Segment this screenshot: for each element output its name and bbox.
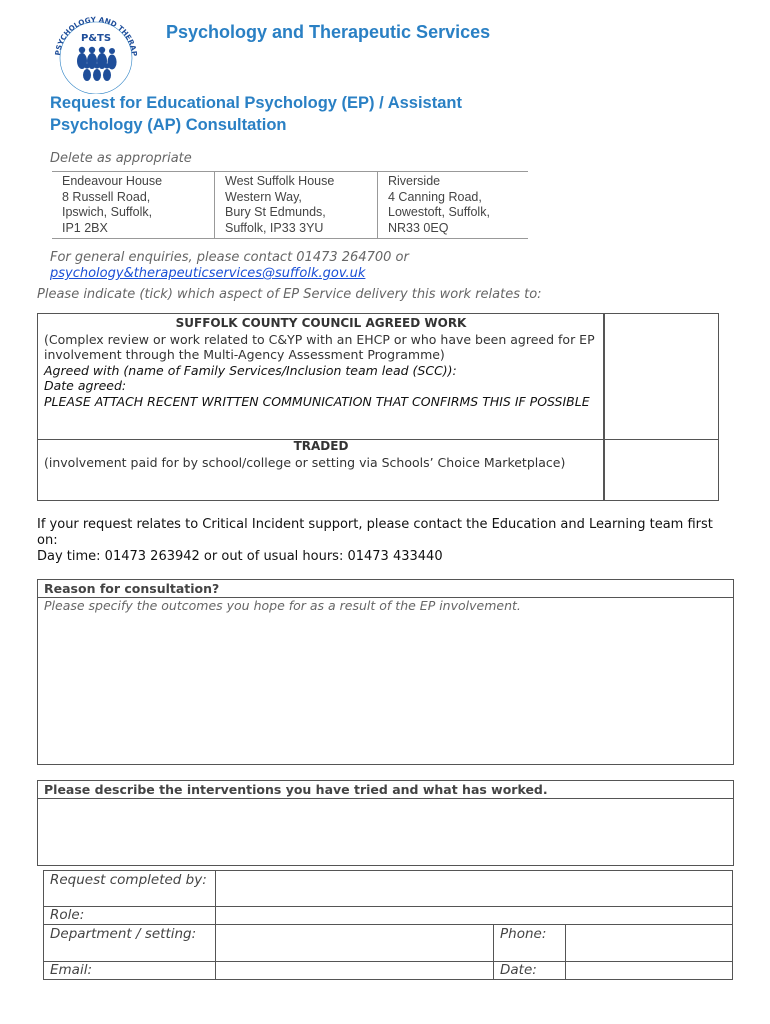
address-endeavour-house[interactable]: [52, 172, 215, 239]
address-west-suffolk-house[interactable]: [215, 172, 378, 239]
reason-label: Reason for consultation?: [38, 580, 733, 598]
critical-incident-phones: Day time: 01473 263942 or out of usual hours: 01473 433440: [37, 549, 443, 564]
agreed-work-heading: SUFFOLK COUNTY COUNCIL AGREED WORK: [175, 316, 467, 330]
address-table: [52, 171, 528, 239]
role-field[interactable]: [216, 907, 733, 925]
address-line: NR33 0EQ: [388, 220, 449, 235]
address-line: Suffolk, IP33 3YU: [225, 220, 324, 235]
header-title: Psychology and Therapeutic Services: [166, 22, 491, 42]
traded-tick-box[interactable]: [603, 438, 719, 501]
enquiries-block: [50, 250, 409, 282]
people-icon: [77, 47, 117, 81]
enquiries-email-link[interactable]: psychology&therapeuticservices@suffolk.gov.uk: [50, 266, 366, 281]
address-line: West Suffolk House: [225, 174, 335, 188]
service-prompt: Please indicate (tick) which aspect of EP Service delivery this work relates to:: [37, 287, 542, 302]
date-field[interactable]: [566, 962, 733, 980]
department-label: Department / setting:: [43, 925, 216, 962]
email-field[interactable]: [216, 962, 494, 980]
email-label: Email:: [43, 962, 216, 980]
pts-logo: [48, 14, 144, 94]
reason-hint: Please specify the outcomes you hope for as a result of the EP involvement.: [44, 597, 521, 613]
address-line: Western Way,: [225, 189, 302, 204]
address-line: 4 Canning Road,: [388, 189, 482, 204]
address-line: Ipswich, Suffolk,: [62, 205, 153, 219]
enquiries-text: For general enquiries, please contact 01473 264700 or: [50, 250, 409, 265]
logo-ring-text: PSYCHOLOGY AND THERAP: [53, 14, 140, 57]
address-line: Lowestoft, Suffolk,: [388, 205, 490, 219]
traded-heading: TRADED: [293, 439, 349, 453]
requested-by-field[interactable]: [216, 870, 733, 907]
requested-by-label: Request completed by:: [43, 870, 216, 907]
pts-logo-graphic: [48, 14, 144, 94]
critical-incident-text: If your request relates to Critical Incident support, please contact the Education and Learning team first on:: [37, 517, 713, 548]
interventions-label: Please describe the interventions you have tried and what has worked.: [38, 781, 733, 799]
page-title-line-1: Request for Educational Psychology (EP) / Assistant: [50, 94, 462, 112]
attach-note: PLEASE ATTACH RECENT WRITTEN COMMUNICATION THAT CONFIRMS THIS IF POSSIBLE: [44, 393, 590, 409]
critical-incident-block: [37, 517, 727, 565]
agreed-work-desc: (Complex review or work related to C&YP with an EHCP or who have been agreed for EP involvement through the Multi-Agency Assessment Programme): [44, 331, 595, 362]
address-line: Bury St Edmunds,: [225, 205, 326, 219]
address-line: Endeavour House: [62, 174, 163, 188]
date-label: Date:: [494, 962, 566, 980]
date-agreed-label: Date agreed:: [44, 378, 127, 393]
traded-cell: [37, 438, 605, 501]
phone-label: Phone:: [494, 925, 566, 962]
delete-note: Delete as appropriate: [50, 151, 192, 166]
phone-field[interactable]: [566, 925, 733, 962]
traded-desc: (involvement paid for by school/college or setting via Schools’ Choice Marketplace): [44, 454, 566, 470]
address-line: 8 Russell Road,: [62, 189, 151, 204]
role-label: Role:: [43, 907, 216, 925]
page-title-line-2: Psychology (AP) Consultation: [50, 116, 287, 134]
department-field[interactable]: [216, 925, 494, 962]
agreed-with-label: Agreed with (name of Family Services/Inclusion team lead (SCC)):: [44, 362, 457, 378]
reason-box[interactable]: [37, 579, 734, 765]
logo-label: P&TS: [80, 33, 112, 44]
page-title: [50, 92, 462, 136]
address-line: Riverside: [388, 174, 441, 188]
interventions-box[interactable]: [37, 780, 734, 866]
address-line: IP1 2BX: [62, 220, 108, 235]
agreed-work-cell: [37, 313, 605, 440]
completion-table: [43, 870, 733, 980]
address-riverside[interactable]: [378, 172, 529, 239]
agreed-work-tick-box[interactable]: [603, 313, 719, 440]
